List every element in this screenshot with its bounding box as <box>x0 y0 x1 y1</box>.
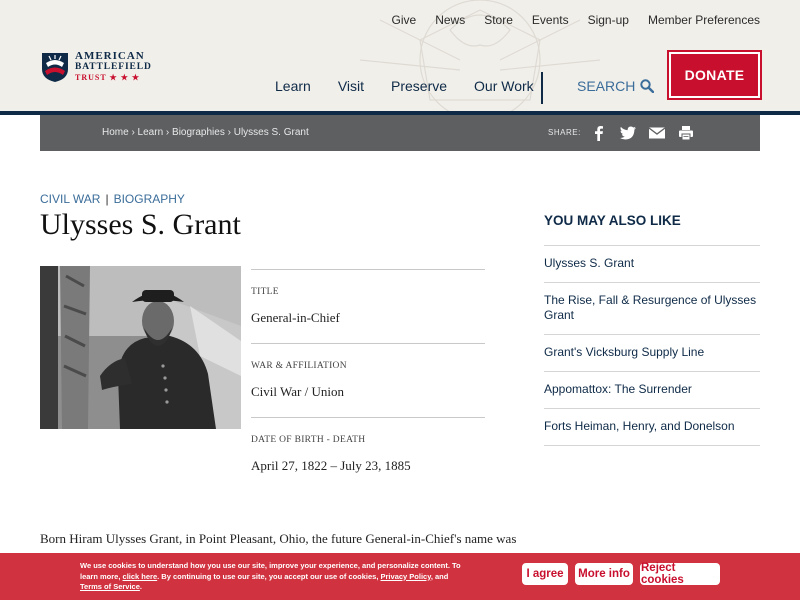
util-nav-store[interactable]: Store <box>484 13 513 27</box>
fact-value: General-in-Chief <box>251 310 340 325</box>
cookie-click-here-link[interactable]: click here <box>122 571 158 581</box>
search-button[interactable] <box>577 78 654 94</box>
fact-value: April 27, 1822 – July 23, 1885 <box>251 458 411 473</box>
logo-line-battlefield: BATTLEFIELD <box>75 62 152 72</box>
article-body: Born Hiram Ulysses Grant, in Point Pleasant, Ohio, the future General-in-Chief's name was <box>40 531 517 546</box>
related-item[interactable]: Appomattox: The Surrender <box>544 371 760 408</box>
logo-line-trust: TRUST ★ ★ ★ <box>75 73 141 82</box>
category-civil-war[interactable]: CIVIL WAR <box>40 192 101 206</box>
article-categories: CIVIL WAR | BIOGRAPHY <box>40 192 185 206</box>
fact-birth-death <box>251 417 485 491</box>
cookie-agree-button[interactable]: I agree <box>522 563 568 585</box>
util-nav-signup[interactable]: Sign-up <box>587 13 629 27</box>
util-nav-events[interactable]: Events <box>531 13 569 27</box>
cookie-reject-button[interactable]: Reject cookies <box>640 563 720 585</box>
utility-nav <box>373 13 761 27</box>
main-nav-preserve[interactable]: Preserve <box>391 78 448 94</box>
fact-value: Civil War / Union <box>251 384 344 399</box>
util-nav-news[interactable]: News <box>435 13 466 27</box>
related-sidebar <box>544 213 760 446</box>
share-icons <box>590 124 706 142</box>
cookie-message: We use cookies to understand how you use our site, improve your experience, and personalize content. To learn more, click here. By continuing to use our site, you accept our use of cookies, Privacy Policy, and Terms of Service. <box>80 561 461 591</box>
fact-war-affiliation <box>251 343 485 417</box>
sidebar-heading: YOU MAY ALSO LIKE <box>544 213 681 228</box>
donate-button[interactable]: DONATE <box>669 52 760 98</box>
fact-title <box>251 269 485 343</box>
logo-shield-icon <box>40 51 70 83</box>
fact-label: TITLE <box>251 287 279 297</box>
email-icon[interactable] <box>648 124 666 142</box>
related-item[interactable]: The Rise, Fall & Resurgence of Ulysses Grant <box>544 282 760 334</box>
related-item[interactable]: Forts Heiman, Henry, and Donelson <box>544 408 760 446</box>
fact-label: WAR & AFFILIATION <box>251 361 347 371</box>
main-nav-learn[interactable]: Learn <box>275 78 311 94</box>
cookie-more-info-button[interactable]: More info <box>575 563 633 585</box>
main-nav-our-work[interactable]: Our Work <box>474 78 534 94</box>
print-icon[interactable] <box>677 124 695 142</box>
search-icon <box>640 79 654 93</box>
twitter-icon[interactable] <box>619 124 637 142</box>
main-nav-visit[interactable]: Visit <box>337 78 365 94</box>
nav-divider <box>541 72 543 104</box>
util-nav-member-preferences[interactable]: Member Preferences <box>647 13 760 27</box>
related-item[interactable]: Grant's Vicksburg Supply Line <box>544 334 760 371</box>
related-list <box>544 245 760 446</box>
related-item[interactable]: Ulysses S. Grant <box>544 245 760 282</box>
cookie-banner <box>0 553 800 600</box>
fact-label: DATE OF BIRTH - DEATH <box>251 435 366 445</box>
site-header <box>0 0 800 112</box>
logo-line-american: AMERICAN <box>75 50 145 62</box>
category-biography[interactable]: BIOGRAPHY <box>113 192 185 206</box>
page-title: Ulysses S. Grant <box>40 208 241 241</box>
facebook-icon[interactable] <box>590 124 608 142</box>
terms-of-service-link[interactable]: Terms of Service <box>80 582 140 591</box>
util-nav-give[interactable]: Give <box>391 13 417 27</box>
share-label: SHARE: <box>548 128 581 137</box>
main-nav <box>275 78 561 94</box>
biography-facts <box>251 269 485 491</box>
breadcrumb[interactable]: Home › Learn › Biographies › Ulysses S. Grant <box>102 127 309 138</box>
search-label: SEARCH <box>577 78 636 94</box>
privacy-policy-link[interactable]: Privacy Policy <box>380 571 431 581</box>
breadcrumb-bar <box>40 115 760 151</box>
grant-portrait-image <box>40 266 241 429</box>
site-logo[interactable] <box>40 51 152 83</box>
